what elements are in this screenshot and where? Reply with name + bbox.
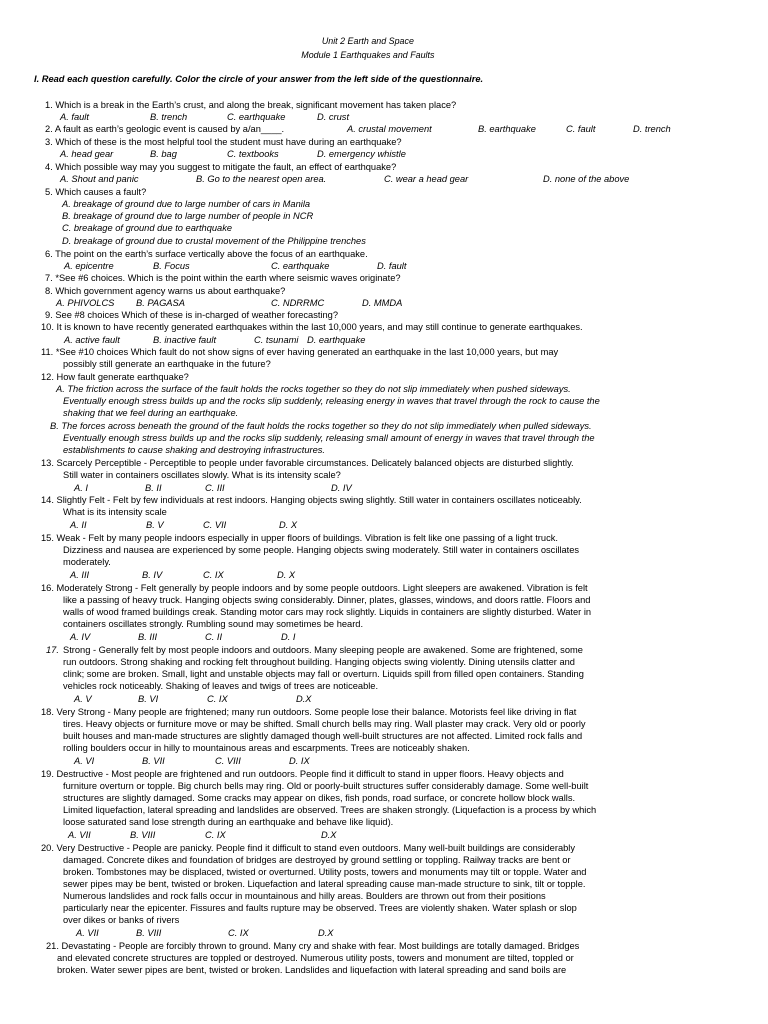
q3-option-d[interactable]: D. emergency whistle	[317, 149, 406, 159]
question-17-cont3: vehicles rock noticeably. Shaking of leaves and twigs of trees are noticeable.	[63, 681, 379, 691]
q6-option-a[interactable]: A. epicentre	[64, 261, 114, 271]
q10-option-b[interactable]: B. inactive fault	[153, 335, 217, 345]
question-15-cont2: moderately.	[63, 557, 111, 567]
q14-option-c[interactable]: C. VII	[203, 520, 227, 530]
q4-option-a[interactable]: A. Shout and panic	[60, 174, 139, 184]
q15-option-c[interactable]: C. IX	[203, 570, 224, 580]
q16-option-c[interactable]: C. II	[205, 632, 223, 642]
q15-option-a[interactable]: A. III	[70, 570, 90, 580]
question-20-cont6: over dikes or banks of rivers	[63, 915, 180, 925]
q4-option-c[interactable]: C. wear a head gear	[384, 174, 469, 184]
question-21-cont2: broken. Water sewer pipes are bent, twisted or broken. Landslides and liquefaction with lateral spreading and sand boils are	[57, 965, 567, 975]
question-16: 16. Moderately Strong - Felt generally by people indoors and by some people outdoors. Light sleepers are awakened. Vibration is felt	[41, 583, 588, 593]
q18-option-a[interactable]: A. VI	[74, 756, 95, 766]
q14-option-b[interactable]: B. V	[146, 520, 164, 530]
q12-option-a-line2: Eventually enough stress builds up and the rocks slip suddenly, releasing energy in waves that travel through the rock to cause the	[63, 396, 600, 406]
q20-option-a[interactable]: A. VII	[76, 928, 99, 938]
question-6: 6. The point on the earth’s surface vertically above the focus of an earthquake.	[45, 249, 368, 259]
question-20-cont2: broken. Tombstones may be displaced, twisted or overturned. Utility posts, towers and monuments may tilt or topple. Water and	[63, 867, 587, 877]
question-1: 1. Which is a break in the Earth’s crust, and along the break, significant movement has taken place?	[45, 100, 457, 110]
q19-option-a[interactable]: A. VII	[68, 830, 91, 840]
q13-option-c[interactable]: C. III	[205, 483, 225, 493]
q13-option-d[interactable]: D. IV	[331, 483, 352, 493]
q1-option-c[interactable]: C. earthquake	[227, 112, 286, 122]
question-18-cont: tires. Heavy objects or furniture move or may be shifted. Small church bells may ring. Wall plaster may crack. Very old or poorly	[63, 719, 586, 729]
question-16-cont3: containers oscillates strongly. Rumbling sound may sometimes be heard.	[63, 619, 364, 629]
q10-option-c[interactable]: C. tsunami	[254, 335, 299, 345]
question-8: 8. Which government agency warns us about earthquake?	[45, 286, 286, 296]
question-14-cont: What is its intensity scale	[63, 507, 167, 517]
q8-option-d[interactable]: D. MMDA	[362, 298, 403, 308]
q5-option-a[interactable]: A. breakage of ground due to large number of cars in Manila	[62, 199, 311, 209]
question-20: 20. Very Destructive - People are panicky. People find it difficult to stand even outdoors. Many well-built buildings are considerably	[41, 843, 575, 853]
question-18-cont3: rolling boulders occur in hilly to mountainous areas and escarpments. Trees are noticeably shaken.	[63, 743, 470, 753]
q12-option-a[interactable]: A. The friction across the surface of the fault holds the rocks together so they do not slip immediately when pushed sideways.	[56, 384, 571, 394]
q8-option-a[interactable]: A. PHIVOLCS	[56, 298, 115, 308]
q16-option-d[interactable]: D. I	[281, 632, 296, 642]
q16-option-b[interactable]: B. III	[138, 632, 158, 642]
q4-option-d[interactable]: D. none of the above	[543, 174, 630, 184]
question-11: 11. *See #10 choices Which fault do not show signs of ever having generated an earthquake in the last 10,000 years, but may	[41, 347, 559, 357]
question-19: 19. Destructive - Most people are frightened and run outdoors. People find it difficult to stand in upper floors. Heavy objects and	[41, 769, 564, 779]
q4-option-b[interactable]: B. Go to the nearest open area.	[196, 174, 327, 184]
q2-option-c[interactable]: C. fault	[566, 124, 596, 134]
question-21: 21. Devastating - People are forcibly thrown to ground. Many cry and shake with fear. Most buildings are totally damaged. Bridges	[46, 941, 580, 951]
q12-option-a-line3: shaking that we feel during an earthquake.	[63, 408, 239, 418]
question-12: 12. How fault generate earthquake?	[41, 372, 189, 382]
question-15-cont: Dizziness and nausea are experienced by some people. Hanging objects swing moderately. Still water in containers oscillates	[63, 545, 580, 555]
question-20-cont: damaged. Concrete dikes and foundation of bridges are destroyed by ground settling or toppling. Railway tracks are bent or	[63, 855, 571, 865]
instructions: I. Read each question carefully. Color the circle of your answer from the left side of the questionnaire.	[34, 74, 484, 84]
question-21-cont: and elevated concrete structures are toppled or destroyed. Numerous utility posts, towers and monument are tilted, toppled or	[57, 953, 574, 963]
q13-option-b[interactable]: B. II	[145, 483, 162, 493]
q5-option-d[interactable]: D. breakage of ground due to crustal movement of the Philippine trenches	[62, 236, 366, 246]
q15-option-d[interactable]: D. X	[277, 570, 296, 580]
q3-option-c[interactable]: C. textbooks	[227, 149, 279, 159]
q18-option-d[interactable]: D. IX	[289, 756, 310, 766]
question-17-cont2: clink; some are broken. Small, light and unstable objects may fall or overturn. Liquids spill from filled open containers. Standing	[63, 669, 584, 679]
question-14: 14. Slightly Felt - Felt by few individuals at rest indoors. Hanging objects swing slightly. Still water in containers oscillates noticeably.	[41, 495, 582, 505]
q1-option-a[interactable]: A. fault	[60, 112, 89, 122]
question-17: Strong - Generally felt by most people indoors and outdoors. Many sleeping people are awakened. Some are frightened, some	[63, 645, 583, 655]
question-19-cont2: structures are slightly damaged. Some cracks may appear on dikes, fish ponds, road surface, or concrete hollow block walls.	[63, 793, 576, 803]
q12-option-b-line3: establishments to cause shaking and destroying infrastructures.	[63, 445, 326, 455]
q17-option-b[interactable]: B. VI	[138, 694, 159, 704]
q15-option-b[interactable]: B. IV	[142, 570, 163, 580]
q8-option-c[interactable]: C. NDRRMC	[271, 298, 325, 308]
q1-option-b[interactable]: B. trench	[150, 112, 188, 122]
question-2: 2. A fault as earth’s geologic event is caused by a/an____.	[45, 124, 285, 134]
q6-option-d[interactable]: D. fault	[377, 261, 407, 271]
q5-option-c[interactable]: C. breakage of ground due to earthquake	[62, 223, 233, 233]
q12-option-b[interactable]: B. The forces across beneath the ground of the fault holds the rocks together so they do not slip immediately when pulled sideways.	[50, 421, 592, 431]
q2-option-a[interactable]: A. crustal movement	[347, 124, 432, 134]
q19-option-b[interactable]: B. VIII	[130, 830, 156, 840]
q14-option-a[interactable]: A. II	[70, 520, 87, 530]
question-19-cont: furniture overturn or topple. Big church bells may ring. Old or poorly-built structures suffer considerably damage. Some well-built	[63, 781, 589, 791]
q18-option-c[interactable]: C. VIII	[215, 756, 241, 766]
q17-option-a[interactable]: A. V	[74, 694, 92, 704]
q5-option-b[interactable]: B. breakage of ground due to large number of people in NCR	[62, 211, 314, 221]
question-3: 3. Which of these is the most helpful tool the student must have during an earthquake?	[45, 137, 402, 147]
q17-option-c[interactable]: C. IX	[207, 694, 228, 704]
question-5: 5. Which causes a fault?	[45, 187, 147, 197]
question-19-cont3: Limited liquefaction, lateral spreading and landslides are observed. Trees are shaken strongly. (Liquefaction is a process by which	[63, 805, 597, 815]
question-20-cont5: particularly near the epicenter. Fissures and faults rupture may be observed. Trees are violently shaken. Water splash or slop	[63, 903, 577, 913]
question-16-cont2: walls of wood framed buildings creak. Standing motor cars may rock slightly. Liquids in containers are slightly disturbed. Water in	[63, 607, 592, 617]
q13-option-a[interactable]: A. I	[74, 483, 88, 493]
question-19-cont4: loose saturated sand lose strength during an earthquake and behave like liquid).	[63, 817, 394, 827]
unit-title: Unit 2 Earth and Space	[321, 36, 414, 46]
q12-option-b-line2: Eventually enough stress builds up and the rocks slip suddenly, releasing small amount of energy in waves that travel through the	[63, 433, 595, 443]
q3-option-a[interactable]: A. head gear	[60, 149, 114, 159]
q6-option-c[interactable]: C. earthquake	[271, 261, 330, 271]
q8-option-b[interactable]: B. PAGASA	[136, 298, 185, 308]
question-9: 9. See #8 choices Which of these is in-charged of weather forecasting?	[45, 310, 339, 320]
question-11-cont: possibly still generate an earthquake in the future?	[63, 359, 271, 369]
question-18: 18. Very Strong - Many people are frightened; many run outdoors. Some people lose their balance. Motorists feel like driving in flat	[41, 707, 577, 717]
q1-option-d[interactable]: D. crust	[317, 112, 350, 122]
q20-option-c[interactable]: C. IX	[228, 928, 249, 938]
q19-option-c[interactable]: C. IX	[205, 830, 226, 840]
q2-option-d[interactable]: D. trench	[633, 124, 671, 134]
question-15: 15. Weak - Felt by many people indoors especially in upper floors of buildings. Vibration is felt like one passing of a light truck.	[41, 533, 558, 543]
q19-option-d[interactable]: D.X	[321, 830, 337, 840]
question-13-cont: Still water in containers oscillates slowly. What is its intensity scale?	[63, 470, 341, 480]
q20-option-d[interactable]: D.X	[318, 928, 334, 938]
question-20-cont3: sewer pipes may be bent, twisted or broken. Liquefaction and lateral spreading cause man-made structure to sink, tilt or topple.	[63, 879, 586, 889]
q6-option-b[interactable]: B. Focus	[153, 261, 190, 271]
question-18-cont2: built houses and man-made structures are slightly damaged though well-built structures are not affected. Limited rock falls and	[63, 731, 583, 741]
q18-option-b[interactable]: B. VII	[142, 756, 165, 766]
q3-option-b[interactable]: B. bag	[150, 149, 177, 159]
q10-option-a[interactable]: A. active fault	[64, 335, 120, 345]
q10-option-d[interactable]: D. earthquake	[307, 335, 366, 345]
question-16-cont: like a passing of heavy truck. Hanging objects swing considerably. Dinner, plates, glasses, windows, and doors rattle. Floors and	[63, 595, 591, 605]
question-17-cont: run outdoors. Strong shaking and rocking felt throughout building. Hanging objects swing violently. Dining utensils clatter and	[63, 657, 575, 667]
q2-option-b[interactable]: B. earthquake	[478, 124, 536, 134]
question-13: 13. Scarcely Perceptible - Perceptible to people under favorable circumstances. Delicately balanced objects are disturbed slightly.	[41, 458, 574, 468]
question-10: 10. It is known to have recently generated earthquakes within the last 10,000 years, and may still continue to generate earthquakes.	[41, 322, 583, 332]
module-title: Module 1 Earthquakes and Faults	[301, 50, 435, 60]
q14-option-d[interactable]: D. X	[279, 520, 298, 530]
question-20-cont4: Numerous landslides and rock falls occur in mountainous and hilly areas. Boulders are thrown out from their positions	[63, 891, 546, 901]
question-17-number: 17.	[46, 645, 59, 655]
q17-option-d[interactable]: D.X	[296, 694, 312, 704]
q20-option-b[interactable]: B. VIII	[136, 928, 162, 938]
question-4: 4. Which possible way may you suggest to mitigate the fault, an effect of earthquake?	[45, 162, 397, 172]
question-7: 7. *See #6 choices. Which is the point within the earth where seismic waves originate?	[45, 273, 401, 283]
q16-option-a[interactable]: A. IV	[70, 632, 91, 642]
